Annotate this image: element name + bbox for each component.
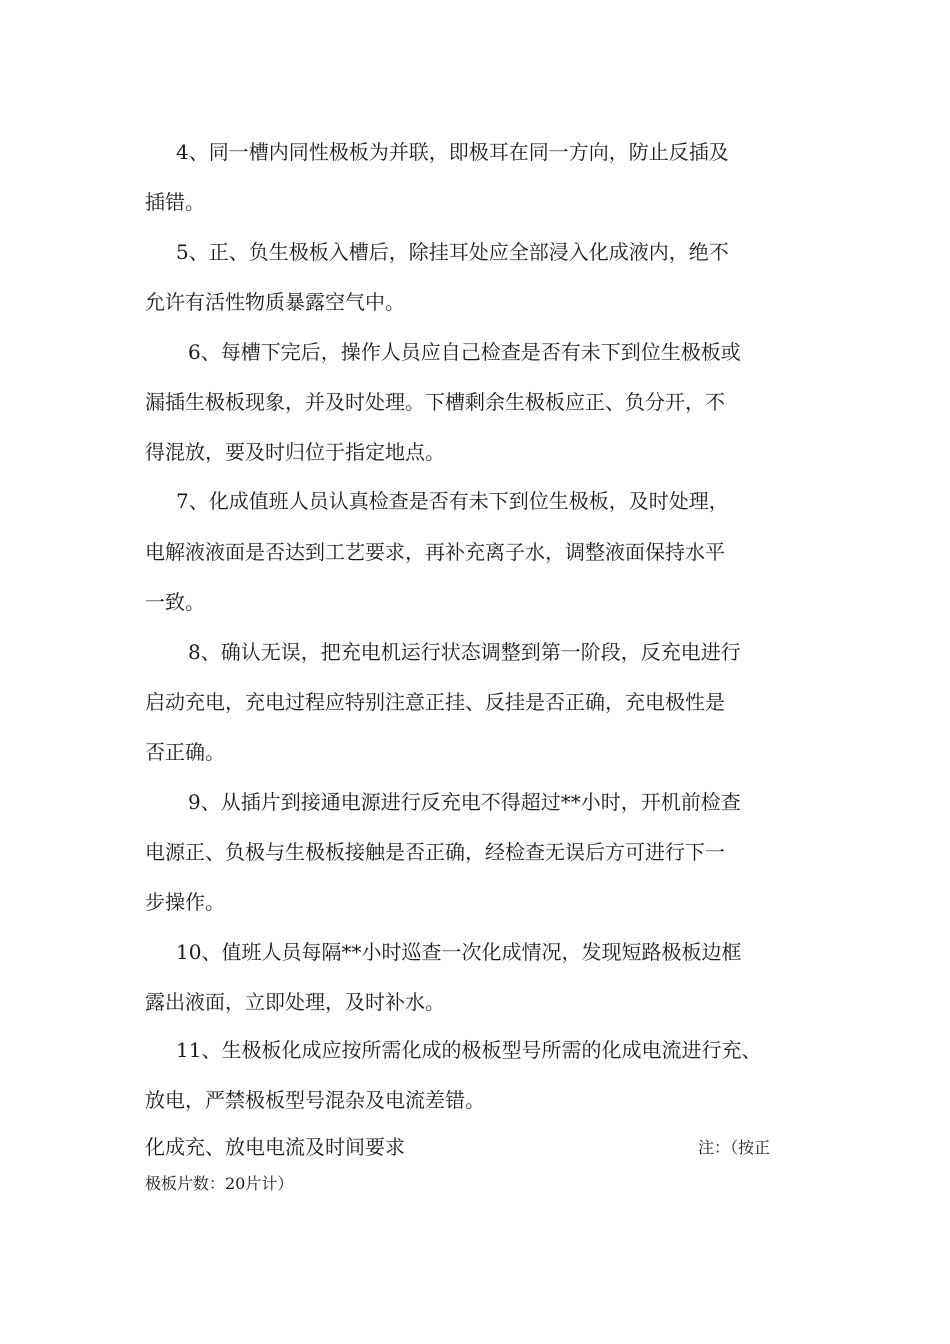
paragraph-4-line-1: 4、同一槽内同性极板为并联，即极耳在同一方向，防止反插及 — [176, 140, 729, 164]
paragraph-7-line-1: 7、化成值班人员认真检查是否有未下到位生极板，及时处理， — [176, 489, 729, 513]
paragraph-10-line-1: 10、值班人员每隔**小时巡查一次化成情况，发现短路极板边框 — [176, 940, 742, 964]
paragraph-5-line-2: 允许有活性物质暴露空气中。 — [145, 290, 405, 314]
paragraph-9-line-3: 步操作。 — [145, 890, 225, 914]
paragraph-5-line-1: 5、正、负生极板入槽后，除挂耳处应全部浸入化成液内，绝不 — [176, 240, 729, 264]
paragraph-7-line-2: 电解液液面是否达到工艺要求，再补充离子水，调整液面保持水平 — [145, 540, 725, 564]
note-continuation: 极板片数：20片计） — [145, 1174, 294, 1193]
paragraph-9-line-2: 电源正、负极与生极板接触是否正确，经检查无误后方可进行下一 — [145, 840, 725, 864]
paragraph-10-line-2: 露出液面，立即处理，及时补水。 — [145, 990, 445, 1014]
paragraph-8-line-1: 8、确认无误，把充电机运行状态调整到第一阶段，反充电进行 — [188, 640, 741, 664]
table-heading: 化成充、放电电流及时间要求 — [145, 1135, 405, 1159]
note-label: 注：（按正 — [698, 1138, 771, 1157]
paragraph-6-line-1: 6、每槽下完后，操作人员应自己检查是否有未下到位生极板或 — [188, 340, 741, 364]
paragraph-6-line-2: 漏插生极板现象，并及时处理。下槽剩余生极板应正、负分开，不 — [145, 390, 725, 414]
paragraph-9-line-1: 9、从插片到接通电源进行反充电不得超过**小时，开机前检查 — [188, 790, 741, 814]
paragraph-4-line-2: 插错。 — [145, 190, 205, 214]
paragraph-8-line-2: 启动充电，充电过程应特别注意正挂、反挂是否正确，充电极性是 — [145, 690, 725, 714]
paragraph-6-line-3: 得混放，要及时归位于指定地点。 — [145, 440, 445, 464]
paragraph-11-line-2: 放电，严禁极板型号混杂及电流差错。 — [145, 1088, 485, 1112]
paragraph-7-line-3: 一致。 — [145, 590, 205, 614]
paragraph-8-line-3: 否正确。 — [145, 740, 225, 764]
paragraph-11-line-1: 11、生极板化成应按所需化成的极板型号所需的化成电流进行充、 — [176, 1038, 762, 1062]
